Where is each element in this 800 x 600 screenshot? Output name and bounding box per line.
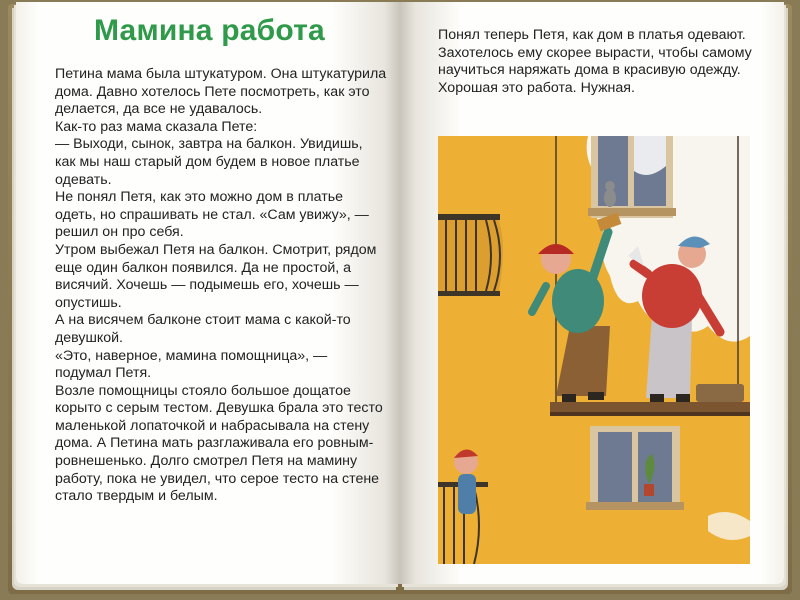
paragraph: А на висячем балконе стоит мама с какой-то девушкой. bbox=[55, 312, 351, 346]
story-title: Мамина работа bbox=[94, 14, 325, 47]
paragraph: Возле помощницы стояло большое дощатое корыто с серым тестом. Девушка брала это тесто маленькой лопаточкой и набрасывала на стену дома. А Петина мать разглаживала его ровным-ровнешенько. Долго смотрел Петя на мамину работу, пока не увидел, что серое тесто на стене стало твердым и белым. bbox=[55, 382, 383, 505]
paragraph: Утром выбежал Петя на балкон. Смотрит, рядом еще один балкон появился. Да не простой, а висячий. Хочешь — подымешь его, хочешь — опустишь. bbox=[55, 241, 377, 311]
paragraph: Не понял Петя, как это можно дом в платье одеть, но спрашивать не стал. «Сам увижу», — решил он про себя. bbox=[55, 189, 369, 241]
paragraph: Хорошая это работа. Нужная. bbox=[438, 79, 635, 96]
plaster-trough bbox=[696, 384, 744, 402]
lower-window bbox=[586, 426, 684, 510]
right-page-text bbox=[438, 27, 768, 97]
paragraph: Как-то раз мама сказала Пете: bbox=[55, 118, 258, 135]
left-page-text bbox=[55, 66, 387, 506]
paragraph: — Выходи, сынок, завтра на балкон. Увидишь, как мы наш старый дом будем в новое платье одевать. bbox=[55, 136, 363, 188]
balcony-railing-top bbox=[438, 214, 503, 296]
hanging-platform bbox=[550, 402, 750, 416]
plasterers-illustration bbox=[438, 136, 750, 564]
cat-in-window bbox=[604, 181, 616, 207]
paragraph: «Это, наверное, мамина помощница», — подумал Петя. bbox=[55, 347, 328, 382]
paragraph: Понял теперь Петя, как дом в платья одевают. Захотелось ему скорее вырасти, чтобы самому научиться наряжать дома в красивую одежду. bbox=[438, 27, 752, 79]
paragraph: Петина мама была штукатуром. Она штукатурила дома. Давно хотелось Пете посмотреть, как это делается, да все не удавалось. bbox=[55, 66, 387, 118]
